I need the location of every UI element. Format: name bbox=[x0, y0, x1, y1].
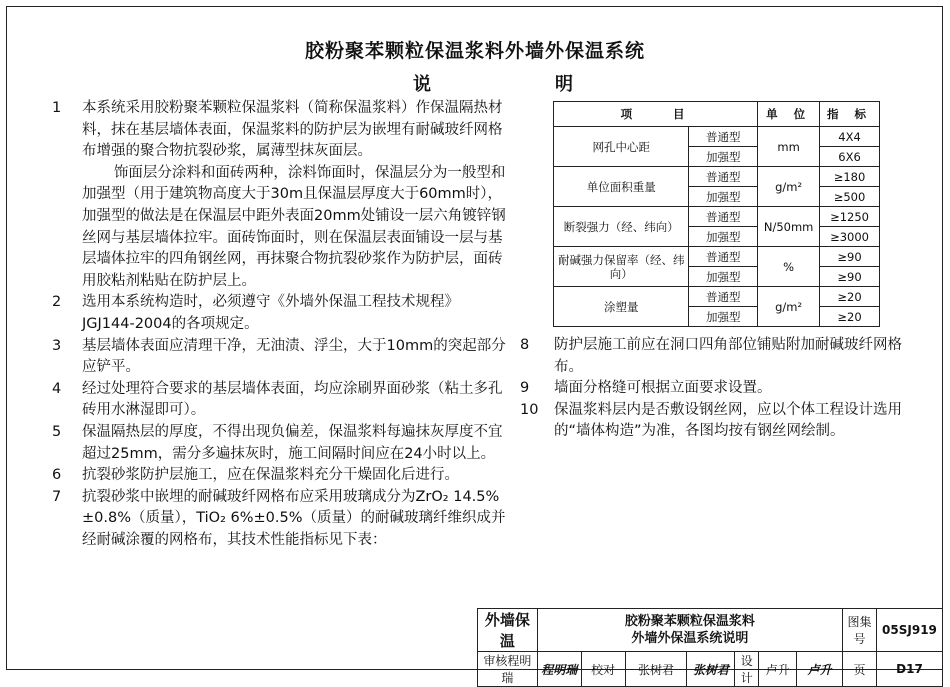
row-name: 涂塑量 bbox=[554, 287, 689, 327]
table-row bbox=[554, 247, 880, 267]
checker-name: 张树君 bbox=[625, 652, 687, 687]
row-type: 普通型 bbox=[689, 247, 758, 267]
note-text: 基层墙体表面应清理干净，无油渍、浮尘，大于10mm的突起部分应铲平。 bbox=[82, 337, 506, 376]
header-unit: 单 位 bbox=[758, 102, 820, 127]
row-type: 加强型 bbox=[689, 187, 758, 207]
note-text: 保温浆料层内是否敷设钢丝网，应以个体工程设计选用的“墙体构造”为准，各图均按有钢丝网绘制。 bbox=[554, 401, 902, 440]
row-value: ≥1250 bbox=[820, 207, 880, 227]
row-type: 加强型 bbox=[689, 227, 758, 247]
note-number: 3 bbox=[52, 337, 62, 354]
designer-signature: 卢升 bbox=[797, 652, 843, 687]
subtitle-char-1: 说 bbox=[413, 74, 431, 95]
row-value: ≥3000 bbox=[820, 227, 880, 247]
row-unit: % bbox=[758, 247, 820, 287]
drawing-title-line-1: 胶粉聚苯颗粒保温浆料 bbox=[624, 614, 755, 629]
note-item-10 bbox=[520, 400, 925, 443]
note-number: 5 bbox=[52, 423, 62, 440]
note-number: 6 bbox=[52, 467, 62, 484]
table-row bbox=[554, 207, 880, 227]
row-value: ≥90 bbox=[820, 247, 880, 267]
notes-left-column bbox=[52, 98, 507, 551]
note-number: 7 bbox=[52, 488, 62, 505]
note-number: 4 bbox=[52, 380, 62, 397]
note-text: 经过处理符合要求的基层墙体表面，均应涂刷界面砂浆（粘土多孔砖用水淋湿即可）。 bbox=[82, 380, 503, 419]
row-type: 普通型 bbox=[689, 127, 758, 147]
row-value: 6X6 bbox=[820, 147, 880, 167]
title-block-drawing-title bbox=[537, 609, 842, 652]
title-block-category: 外墙保温 bbox=[478, 609, 538, 652]
note-number: 9 bbox=[520, 380, 530, 397]
row-unit: N/50mm bbox=[758, 207, 820, 247]
notes-right-column bbox=[520, 335, 925, 443]
check-cell bbox=[581, 652, 625, 687]
note-item-5 bbox=[52, 422, 507, 465]
row-value: ≥20 bbox=[820, 307, 880, 327]
drawing-title-line-2: 外墙外保温系统说明 bbox=[631, 631, 749, 646]
reviewer-signature: 程明瑞 bbox=[537, 652, 581, 687]
note-number: 8 bbox=[520, 337, 530, 353]
page-number: D17 bbox=[876, 652, 942, 687]
header-value: 指 标 bbox=[820, 102, 880, 127]
note-text: 保温隔热层的厚度，不得出现负偏差，保温浆料每遍抹灰厚度不宜超过25mm，需分多遍抹灰时，施工间隔时间应在24小时以上。 bbox=[82, 423, 503, 462]
design-label: 设计 bbox=[735, 652, 759, 687]
note-item-7 bbox=[52, 487, 507, 552]
title-block bbox=[477, 608, 943, 687]
check-label: 校对 bbox=[591, 662, 616, 677]
table-row bbox=[554, 287, 880, 307]
row-unit: mm bbox=[758, 127, 820, 167]
atlas-number: 05SJ919 bbox=[876, 609, 942, 652]
spec-table bbox=[553, 101, 880, 327]
note-item-4 bbox=[52, 379, 507, 422]
atlas-label: 图集号 bbox=[843, 609, 877, 652]
note-text: 抗裂砂浆防护层施工，应在保温浆料充分干燥固化后进行。 bbox=[82, 467, 459, 484]
table-header-row bbox=[554, 102, 880, 127]
row-unit: g/m² bbox=[758, 287, 820, 327]
row-value: ≥500 bbox=[820, 187, 880, 207]
row-value: 4X4 bbox=[820, 127, 880, 147]
note-text: 抗裂砂浆中嵌埋的耐碱玻纤网格布应采用玻璃成分为ZrO₂ 14.5%±0.8%（质量），TiO₂ 6%±0.5%（质量）的耐碱玻璃纤维织成并经耐碱涂覆的网格布，其技术性能指标见下表： bbox=[82, 488, 506, 548]
note-item-8 bbox=[520, 335, 925, 378]
subtitle-char-2: 明 bbox=[555, 74, 573, 95]
page-label: 页 bbox=[843, 652, 877, 687]
row-name: 耐碱强力保留率（经、纬向） bbox=[554, 247, 689, 287]
note-text: 墙面分格缝可根据立面要求设置。 bbox=[554, 380, 772, 397]
note-text: 防护层施工前应在洞口四角部位铺贴附加耐碱玻纤网格布。 bbox=[554, 337, 902, 375]
row-type: 普通型 bbox=[689, 287, 758, 307]
row-value: ≥20 bbox=[820, 287, 880, 307]
note-item-1 bbox=[52, 98, 507, 292]
row-name: 断裂强力（经、纬向） bbox=[554, 207, 689, 247]
checker-signature: 张树君 bbox=[687, 652, 735, 687]
note-item-9 bbox=[520, 378, 925, 400]
row-type: 普通型 bbox=[689, 207, 758, 227]
row-value: ≥180 bbox=[820, 167, 880, 187]
reviewer-name: 程明瑞 bbox=[501, 654, 532, 685]
note-text: 选用本系统构造时，必须遵守《外墙外保温工程技术规程》JGJ144-2004的各项规定。 bbox=[82, 294, 459, 332]
row-name: 网孔中心距 bbox=[554, 127, 689, 167]
row-type: 加强型 bbox=[689, 267, 758, 287]
note-text: 饰面层分涂料和面砖两种，涂料饰面时，保温层分为一般型和加强型（用于建筑物高度大于30m且保温层厚度大于60mm时），加强型的做法是在保温层中距外表面20mm处铺设一层六角镀锌钢丝网与基层墙体拉牢。面砖饰面时，则在保温层表面铺设一层与基层墙体拉牢的四角钢丝网，再抹聚合物抗裂砂浆作为防护层，面砖用胶粘剂粘贴在防护层上。 bbox=[82, 164, 506, 289]
note-number: 10 bbox=[520, 401, 539, 418]
note-number: 1 bbox=[52, 100, 62, 116]
header-item: 项 目 bbox=[554, 102, 758, 127]
row-type: 加强型 bbox=[689, 147, 758, 167]
row-value: ≥90 bbox=[820, 267, 880, 287]
table-row bbox=[554, 167, 880, 187]
note-item-3 bbox=[52, 336, 507, 379]
table-row bbox=[554, 127, 880, 147]
note-item-2 bbox=[52, 292, 507, 335]
row-type: 普通型 bbox=[689, 167, 758, 187]
row-name: 单位面积重量 bbox=[554, 167, 689, 207]
note-item-6 bbox=[52, 465, 507, 487]
note-text: 本系统采用胶粉聚苯颗粒保温浆料（简称保温浆料）作保温隔热材料，抹在基层墙体表面，保温浆料的防护层为嵌埋有耐碱玻纤网格布增强的聚合物抗裂砂浆，属薄型抹灰面层。 bbox=[82, 100, 503, 160]
row-unit: g/m² bbox=[758, 167, 820, 207]
review-cell bbox=[478, 652, 538, 687]
designer-name: 卢升 bbox=[759, 652, 797, 687]
row-type: 加强型 bbox=[689, 307, 758, 327]
note-number: 2 bbox=[52, 294, 62, 311]
page-title: 胶粉聚苯颗粒保温浆料外墙外保温系统 bbox=[304, 40, 645, 62]
review-label: 审核 bbox=[483, 654, 508, 668]
